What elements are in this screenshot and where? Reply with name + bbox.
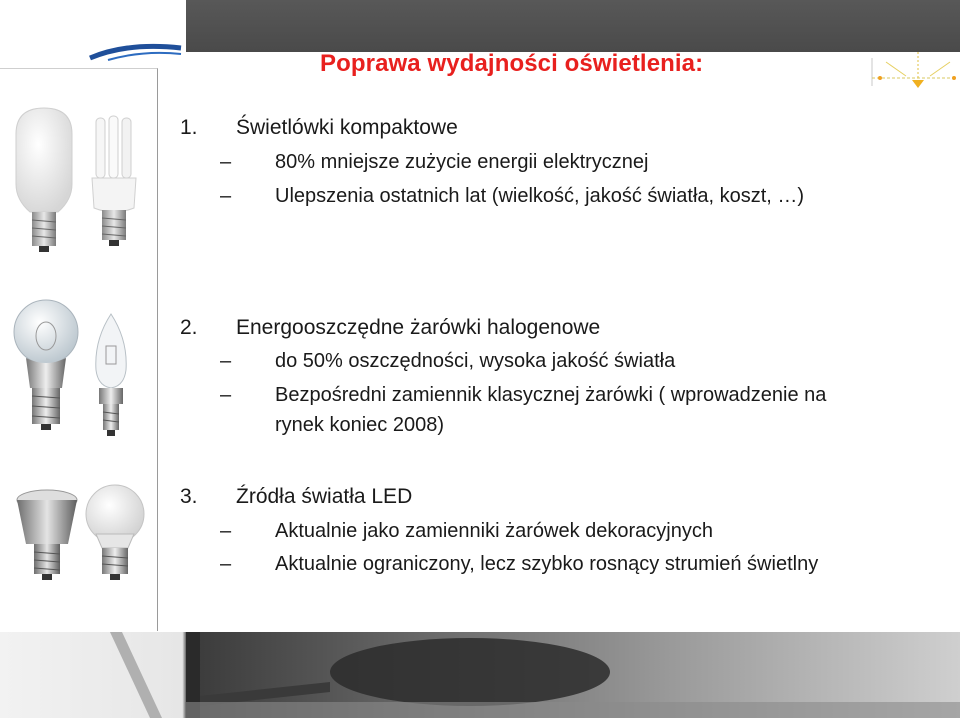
top-dark-banner: [186, 0, 960, 52]
section-3-point-1: [220, 520, 713, 543]
section-heading-text: Energooszczędne żarówki halogenowe: [236, 316, 601, 339]
led-reflector-bulb-icon: [12, 486, 82, 586]
section-1-point-1: [220, 151, 649, 174]
section-heading-text: Źródła światła LED: [236, 485, 413, 508]
section-2-point-2-continuation: rynek koniec 2008): [275, 414, 444, 436]
point-text: do 50% oszczędności, wysoka jakość światła: [275, 350, 676, 372]
compact-fluorescent-bulb-icon: [8, 104, 80, 256]
led-globe-bulb-icon: [82, 482, 148, 586]
section-number: 1.: [180, 116, 198, 139]
point-text: 80% mniejsze zużycie energii elektrycznej: [275, 151, 649, 173]
bullet-dash: –: [220, 520, 232, 542]
section-1-point-2: [220, 185, 804, 208]
spiral-fluorescent-bulb-icon: [84, 112, 144, 254]
section-2-point-1: [220, 350, 675, 373]
bullet-dash: –: [220, 553, 232, 575]
section-3-point-2: [220, 553, 818, 576]
section-3-heading: [180, 485, 412, 509]
point-text: Bezpośredni zamiennik klasycznej żarówki ( wprowadzenie na: [275, 384, 827, 406]
section-number: 3.: [180, 485, 198, 508]
slide-title: Poprawa wydajności oświetlenia:: [320, 50, 704, 77]
section-2-point-2: [220, 384, 826, 407]
section-2-heading: [180, 316, 600, 340]
halogen-candle-bulb-icon: [86, 310, 136, 440]
bullet-dash: –: [220, 185, 232, 207]
bullet-dash: –: [220, 151, 232, 173]
sun-decoration-icon: [866, 52, 960, 90]
bottom-photo-strip: [0, 632, 960, 718]
bullet-dash: –: [220, 384, 232, 406]
section-heading-text: Świetlówki kompaktowe: [236, 116, 458, 139]
point-text: Ulepszenia ostatnich lat (wielkość, jakość światła, koszt, …): [275, 185, 805, 207]
section-number: 2.: [180, 316, 198, 339]
section-1-heading: [180, 116, 458, 140]
bullet-dash: –: [220, 350, 232, 372]
logo-swoosh: [88, 38, 183, 62]
point-text: Aktualnie ograniczony, lecz szybko rosnący strumień świetlny: [275, 553, 819, 575]
halogen-bulb-icon: [10, 296, 82, 446]
point-text: Aktualnie jako zamienniki żarówek dekoracyjnych: [275, 520, 713, 542]
